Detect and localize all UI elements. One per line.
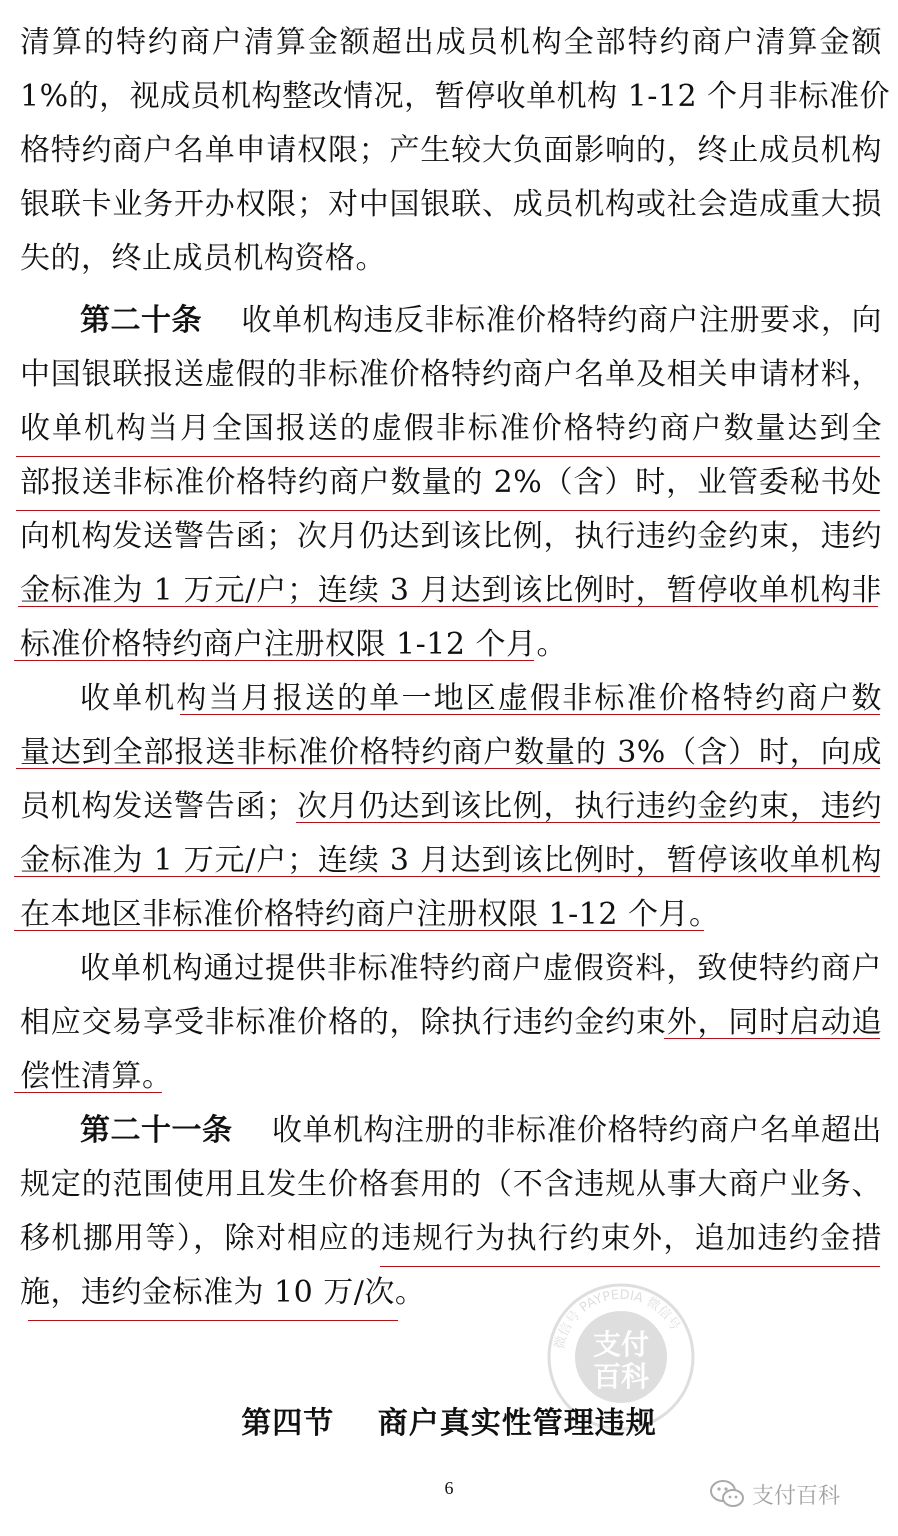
underline-mark bbox=[14, 876, 880, 877]
underline-mark bbox=[14, 930, 704, 931]
text-line: 部报送非标准价格特约商户数量的 2%（含）时，业管委秘书处 bbox=[20, 465, 882, 500]
article-20-first-line: 收单机构违反非标准价格特约商户注册要求，向 bbox=[241, 303, 882, 338]
text-line: 标准价格特约商户注册权限 1-12 个月。 bbox=[20, 627, 567, 662]
wechat-watermark bbox=[710, 1474, 840, 1514]
text-line: 量达到全部报送非标准价格特约商户数量的 3%（含）时，向成 bbox=[20, 735, 882, 770]
text-line: 金标准为 1 万元/户；连续 3 月达到该比例时，暂停该收单机构 bbox=[20, 843, 882, 878]
text-line: 收单机构通过提供非标准特约商户虚假资料，致使特约商户 bbox=[80, 951, 882, 986]
text-line: 在本地区非标准价格特约商户注册权限 1-12 个月。 bbox=[20, 897, 720, 932]
text-line: 员机构发送警告函；次月仍达到该比例，执行违约金约束，违约 bbox=[20, 789, 882, 824]
text-line bbox=[80, 1104, 882, 1158]
seal-ring-text: 微信号 PAYPEDIA 微信号 bbox=[552, 1287, 683, 1351]
watermark-text: 支付百科 bbox=[752, 1483, 841, 1509]
underline-mark bbox=[296, 822, 880, 823]
underline-mark bbox=[664, 1038, 880, 1039]
underline-mark bbox=[18, 606, 878, 607]
seal-line-2: 百科 bbox=[592, 1360, 650, 1393]
page-number: 6 bbox=[444, 1478, 454, 1498]
text-line bbox=[80, 294, 882, 348]
underline-mark bbox=[380, 1266, 880, 1267]
text-line: 施，违约金标准为 10 万/次。 bbox=[20, 1275, 426, 1310]
text-line: 银联卡业务开办权限；对中国银联、成员机构或社会造成重大损 bbox=[20, 187, 882, 222]
section-title: 商户真实性管理违规 bbox=[377, 1406, 657, 1441]
underline-mark bbox=[16, 510, 880, 511]
text-line: 失的，终止成员机构资格。 bbox=[20, 241, 386, 276]
text-line: 偿性清算。 bbox=[20, 1059, 173, 1094]
text-line: 1%的，视成员机构整改情况，暂停收单机构 1-12 个月非标准价 bbox=[20, 79, 891, 114]
underline-mark bbox=[16, 768, 880, 769]
text-line: 规定的范围使用且发生价格套用的（不含违规从事大商户业务、 bbox=[20, 1167, 882, 1202]
text-line: 中国银联报送虚假的非标准价格特约商户名单及相关申请材料， bbox=[20, 357, 882, 392]
article-21-heading: 第二十一条 bbox=[80, 1113, 233, 1148]
text-line: 向机构发送警告函；次月仍达到该比例，执行违约金约束，违约 bbox=[20, 519, 882, 554]
underline-mark bbox=[14, 660, 534, 661]
underline-mark bbox=[180, 714, 880, 715]
underline-mark bbox=[16, 456, 880, 457]
underline-mark bbox=[14, 1092, 162, 1093]
text-line: 相应交易享受非标准价格的，除执行违约金约束外，同时启动追 bbox=[20, 1005, 882, 1040]
text-line: 移机挪用等），除对相应的违规行为执行约束外，追加违约金措 bbox=[20, 1221, 882, 1256]
article-21-first-line: 收单机构注册的非标准价格特约商户名单超出 bbox=[272, 1113, 882, 1148]
underline-mark bbox=[28, 1320, 398, 1321]
section-heading bbox=[0, 1398, 898, 1442]
section-number: 第四节 bbox=[241, 1406, 335, 1441]
text-line: 清算的特约商户清算金额超出成员机构全部特约商户清算金额 bbox=[20, 25, 882, 60]
text-line: 格特约商户名单申请权限；产生较大负面影响的，终止成员机构 bbox=[20, 133, 882, 168]
article-20-heading: 第二十条 bbox=[80, 303, 202, 338]
text-line: 收单机构当月全国报送的虚假非标准价格特约商户数量达到全 bbox=[20, 411, 882, 446]
wechat-icon bbox=[710, 1479, 744, 1509]
text-line: 收单机构当月报送的单一地区虚假非标准价格特约商户数 bbox=[80, 681, 882, 716]
seal-line-1: 支付 bbox=[592, 1328, 650, 1361]
text-line: 金标准为 1 万元/户；连续 3 月达到该比例时，暂停收单机构非 bbox=[20, 573, 882, 608]
